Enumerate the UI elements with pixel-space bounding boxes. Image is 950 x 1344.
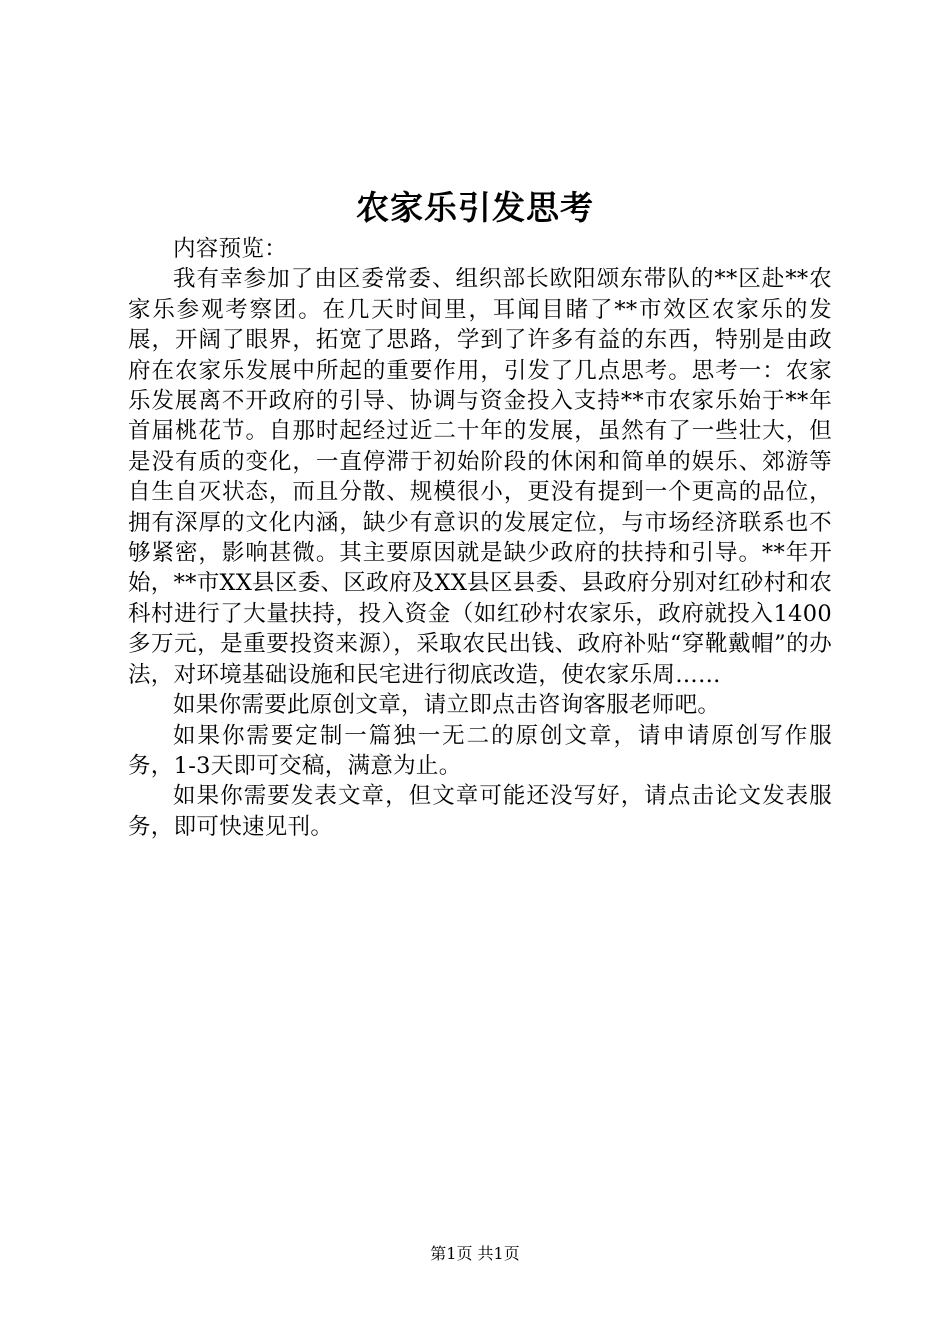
body-paragraph-publish: 如果你需要发表文章，但文章可能还没写好，请点击论文发表服务，即可快速见刊。 — [128, 783, 832, 840]
document-body — [128, 234, 832, 842]
body-paragraph-custom: 如果你需要定制一篇独一无二的原创文章，请申请原创写作服务，1-3天即可交稿，满意为止。 — [128, 722, 832, 779]
body-paragraph-main: 我有幸参加了由区委常委、组织部长欧阳颂东带队的**区赴**农家乐参观考察团。在几天时间里，耳闻目睹了**市效区农家乐的发展，开阔了眼界，拓宽了思路，学到了许多有益的东西，特别是由政府在农家乐发展中所起的重要作用，引发了几点思考。思考一：农家乐发展离不开政府的引导、协调与资金投入支持**市农家乐始于**年首届桃花节。自那时起经过近二十年的发展，虽然有了一些壮大，但是没有质的变化，一直停滞于初始阶段的休闲和简单的娱乐、郊游等自生自灭状态，而且分散、规模很小，更没有提到一个更高的品位，拥有深厚的文化内涵，缺少有意识的发展定位，与市场经济联系也不够紧密，影响甚微。其主要原因就是缺少政府的扶持和引导。**年开始，**市XX县区委、区政府及XX县区县委、县政府分别对红砂村和农科村进行了大量扶持，投入资金（如红砂村农家乐，政府就投入1400多万元，是重要投资来源），采取农民出钱、政府补贴“穿靴戴帽”的办法，对环境基础设施和民宅进行彻底改造，使农家乐周…… — [128, 266, 832, 688]
page-footer: 第1页 共1页 — [430, 1244, 520, 1263]
preview-label: 内容预览： — [173, 236, 288, 262]
body-paragraph-consult: 如果你需要此原创文章，请立即点击咨询客服老师吧。 — [173, 692, 721, 719]
document-title: 农家乐引发思考 — [356, 188, 594, 227]
